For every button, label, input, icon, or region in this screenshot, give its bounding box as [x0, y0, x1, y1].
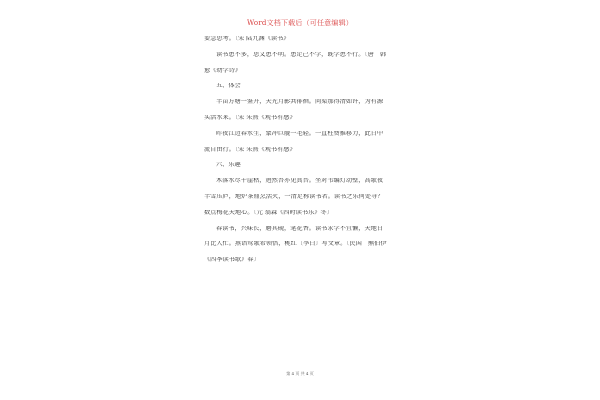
page-footer: 第 4 页 共 4 页: [286, 371, 314, 376]
document-body: [204, 36, 400, 273]
text-line: 半亩方塘一鉴开，天光月影共徘徊。问渠那得清如许，为有源: [216, 99, 384, 106]
text-line: 头活水来。〔宋 朱熹《观书有感》: [204, 114, 296, 121]
text-line: 半雪压庐，地炉茶鼎烹活火，一清足称读书者。读书之乐何处寻？: [204, 193, 384, 200]
text-line: 春读书，兴味长，磨其砚，笔花香。读书求学不宜懒，天地日: [216, 225, 384, 232]
page-header: Word文档下载后（可任意编辑）: [247, 19, 353, 27]
text-line: 愈《幼学诗》: [204, 67, 242, 74]
text-line: 流自由行。〔宋 朱熹《观书有感》: [204, 146, 296, 153]
text-line: 木落水尽千崖枯，迥然吾亦见真吾。坐对韦编灯动壁，高歌夜: [216, 178, 384, 185]
text-line: 数点梅花天地心。〔元 翁森《四时读书乐》冬〕: [204, 209, 333, 216]
section-heading: 五、体会: [216, 83, 241, 90]
text-line: 《四季读书歌》春〕: [204, 257, 260, 264]
text-line: 昨夜江边春水生，蒙冲巨舰一毛轻。一直枉费推移力，此日中: [216, 130, 384, 137]
text-line: 月比人忙。燕语莺歌希领悟，桃红〔李白〕写文章。〔民国 熊伯伊: [204, 241, 387, 248]
text-line: 读书患不多，思义患不明。患足己不学，既学患不行。〔唐 韩: [216, 51, 387, 58]
section-heading: 六、乐趣: [216, 162, 241, 169]
text-line: 要急思考。〔宋 陆九渊《读书》: [204, 36, 290, 42]
